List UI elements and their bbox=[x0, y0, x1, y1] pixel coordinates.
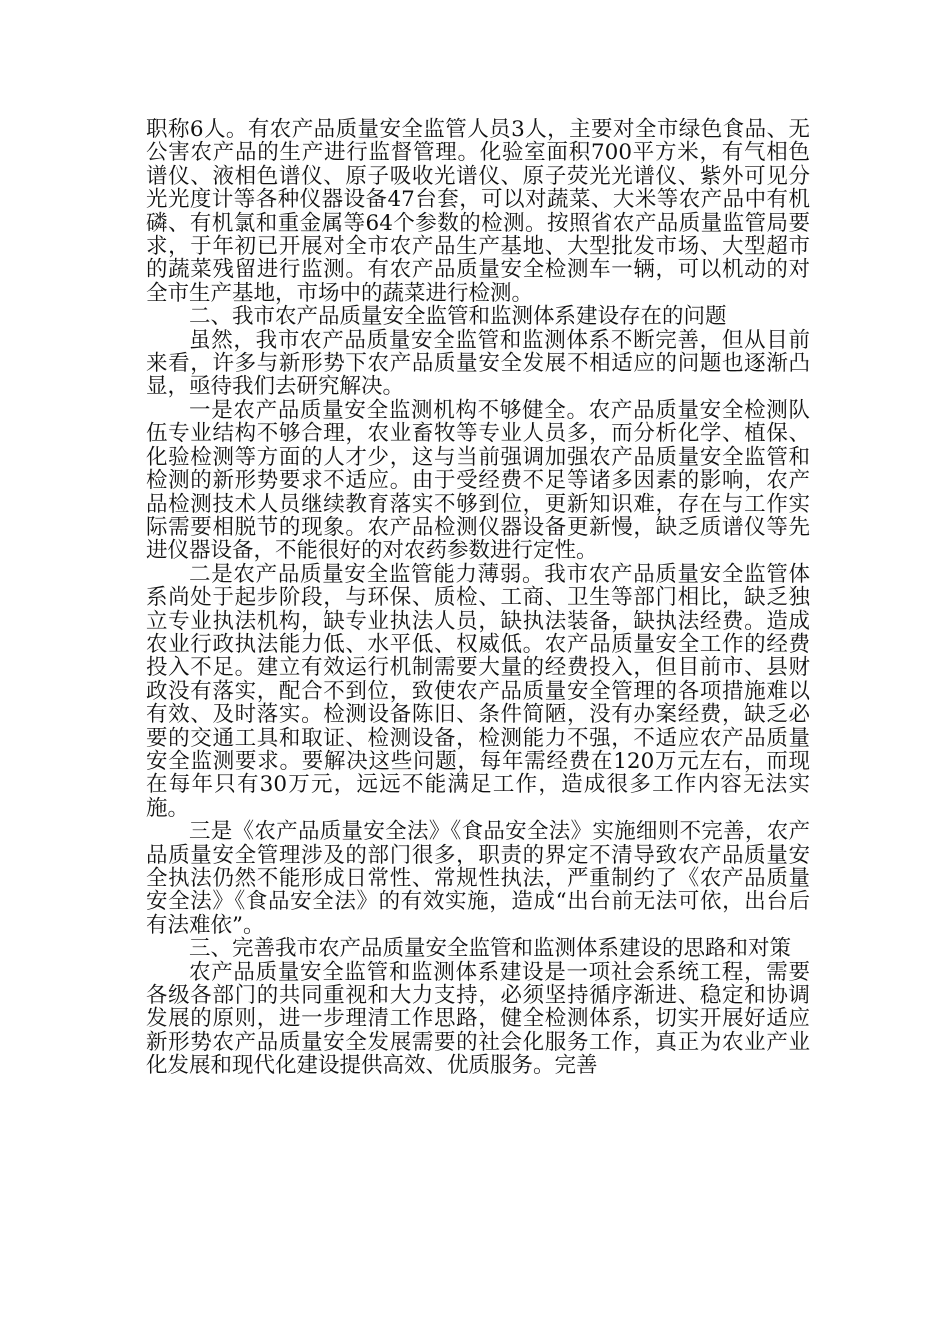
paragraph-point-three: 三是《农产品质量安全法》《食品安全法》实施细则不完善，农产品质量安全管理涉及的部门很多，职责的界定不清导致农产品质量安全执法仍然不能形成日常性、常规性执法，严重制约了《农产品质量安全法》《食品安全法》的有效实施，造成“出台前无法可依，出台后有法难依”。 bbox=[146, 819, 810, 938]
section-heading-problems: 二、我市农产品质量安全监管和监测体系建设存在的问题 bbox=[189, 304, 727, 330]
paragraph-continuation: 职称6人。有农产品质量安全监管人员3人，主要对全市绿色食品、无公害农产品的生产进行监督管理。化验室面积700平方米，有气相色谱仪、液相色谱仪、原子吸收光谱仪、原子荧光光谱仪、紫外可见分光光度计等各种仪器设备47台套，可以对蔬菜、大米等农产品中有机磷、有机氯和重金属等64个参数的检测。按照省农产品质量监管局要求，于年初已开展对全市农产品生产基地、大型批发市场、大型超市的蔬菜残留进行监测。有农产品质量安全检测车一辆，可以机动的对全市生产基地，市场中的蔬菜进行检测。 bbox=[146, 117, 810, 306]
paragraph-intro: 虽然，我市农产品质量安全监管和监测体系不断完善，但从目前来看，许多与新形势下农产品质量安全发展不相适应的问题也逐渐凸显，亟待我们去研究解决。 bbox=[146, 327, 810, 400]
document-body bbox=[146, 118, 810, 1078]
section-heading-measures: 三、完善我市农产品质量安全监管和监测体系建设的思路和对策 bbox=[189, 936, 792, 962]
paragraph-measures-intro: 农产品质量安全监管和监测体系建设是一项社会系统工程，需要各级各部门的共同重视和大力支持，必须坚持循序渐进、稳定和协调发展的原则，进一步理清工作思路，健全检测体系，切实开展好适应新形势农产品质量安全发展需要的社会化服务工作，真正为农业产业化发展和现代化建设提供高效、优质服务。完善 bbox=[146, 959, 810, 1079]
paragraph-point-two: 二是农产品质量安全监管能力薄弱。我市农产品质量安全监管体系尚处于起步阶段，与环保、质检、工商、卫生等部门相比，缺乏独立专业执法机构，缺专业执法人员，缺执法装备，缺执法经费。造成农业行政执法能力低、水平低、权威低。农产品质量安全工作的经费投入不足。建立有效运行机制需要大量的经费投入，但目前市、县财政没有落实，配合不到位，致使农产品质量安全管理的各项措施难以有效、及时落实。检测设备陈旧、条件简陋，没有办案经费，缺乏必要的交通工具和取证、检测设备，检测能力不强，不适应农产品质量安全监测要求。要解决这些问题，每年需经费在120万元左右，而现在每年只有30万元，远远不能满足工作，造成很多工作内容无法实施。 bbox=[146, 561, 810, 821]
paragraph-point-one: 一是农产品质量安全监测机构不够健全。农产品质量安全检测队伍专业结构不够合理，农业畜牧等专业人员多，而分析化学、植保、化验检测等方面的人才少，这与当前强调加强农产品质量安全监管和检测的新形势要求不适应。由于受经费不足等诸多因素的影响，农产品检测技术人员继续教育落实不够到位，更新知识难，存在与工作实际需要相脱节的现象。农产品检测仪器设备更新慢，缺乏质谱仪等先进仪器设备，不能很好的对农药参数进行定性。 bbox=[146, 397, 810, 564]
